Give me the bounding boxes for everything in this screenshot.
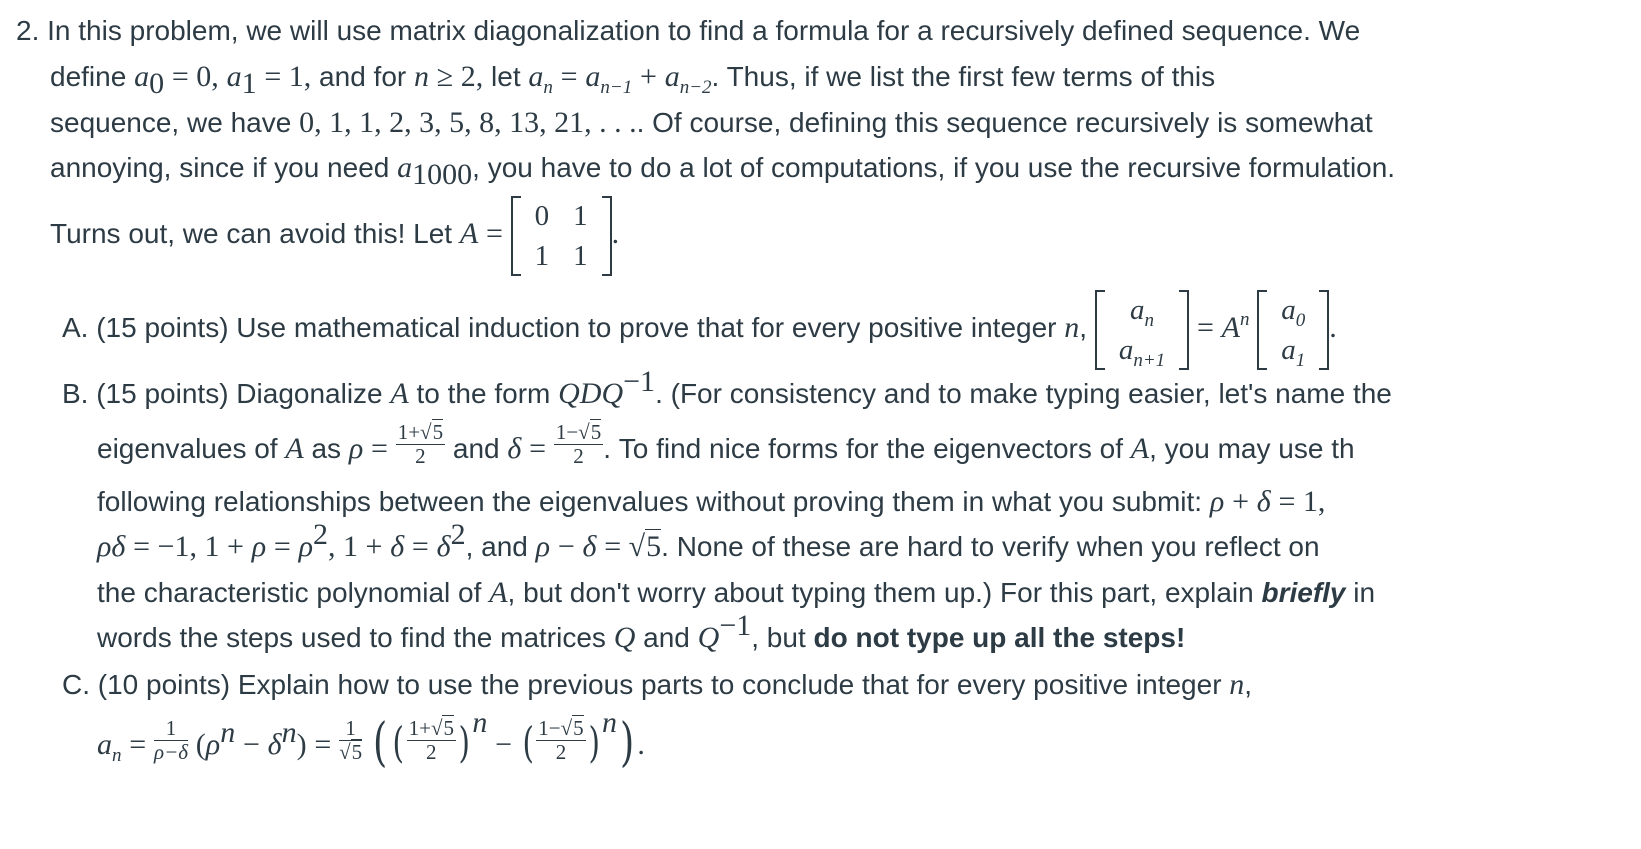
part-c-formula: $a_n$ = $\frac{1}{\rho-\delta}$ $(\rho^n - \delta^n)$ = $\frac{1}{√5}$ ( ( $\frac{1+√5}{2}$ )$^n$ − ( $\frac{1-√5}{2}$ )$^n$) .	[97, 706, 645, 773]
problem-intro-line-5: Turns out, we can avoid this! Let A = 0 1 1 1 .	[50, 192, 619, 276]
part-b-line-5-post: in	[1353, 577, 1376, 608]
problem-intro-line-4: annoying, since if you need $a_{1000}$, you have to do a lot of computations, if you use the recursive formulation.	[50, 151, 1396, 191]
matrix-a-cell: 1	[573, 199, 588, 232]
part-b-line-3: following relationships between the eigenvalues without proving them in what you submit: ρ + δ = 1,	[97, 485, 1326, 518]
problem-intro-line-1: 2. In this problem, we will use matrix diagonalization to find a formula for a recursively defined sequence. We	[16, 15, 1361, 46]
part-b-line-2: eigenvalues of A as ρ = $\frac{1+√5}{2}$ and δ = $\frac{1-√5}{2}$ . To find nice forms for the eigenvectors of A, you may use th	[97, 420, 1355, 469]
vector-a-n: $a_n$ $a_{n+1}$	[1095, 290, 1189, 370]
matrix-a	[511, 196, 612, 276]
matrix-a-cell: 1	[573, 239, 588, 272]
part-b-line-1: B. (15 points) Diagonalize A to the form $QDQ^{-1}$. (For consistency and to make typing easier, let's name the	[62, 365, 1392, 410]
emphasis-do-not-type: do not type up all the steps!	[813, 622, 1186, 653]
part-a: A. (15 points) Use mathematical induction to prove that for every positive integer n, $a_n$ $a_{n+1}$ = $A^n$ $a_0$ $a_1$ .	[62, 283, 1337, 373]
part-b-line-5: the characteristic polynomial of A, but don't worry about typing them up.) For this part, explain briefly in	[97, 576, 1376, 609]
problem-number: 2.	[16, 15, 40, 46]
problem-intro-line-2: define $a_0 = 0$, $a_1 = 1$, and for n ≥ 2, let $a_n = a_{n-1} + a_{n-2}$. Thus, if we list the first few terms of this	[50, 60, 1216, 100]
problem-intro-line-3: sequence, we have 0, 1, 1, 2, 3, 5, 8, 13, 21, . . .. Of course, defining this sequence recursively is somewhat	[50, 106, 1373, 139]
emphasis-briefly: briefly	[1261, 577, 1346, 608]
matrix-a-cell: 1	[534, 239, 550, 272]
part-b-line-6: words the steps used to find the matrices Q and $Q^{-1}$, but do not type up all the steps!	[97, 609, 1186, 654]
part-c-line-1: C. (10 points) Explain how to use the previous parts to conclude that for every positive integer n,	[62, 668, 1253, 701]
matrix-a-cell: 0	[534, 199, 550, 232]
part-b-line-4: ρδ = −1, $1 + \rho = \rho^2$, $1 + \delta = \delta^2$, and ρ − δ = √5. None of these are hard to verify when you reflect on	[97, 518, 1320, 563]
vector-a0-a1: $a_0$ $a_1$	[1257, 290, 1329, 370]
